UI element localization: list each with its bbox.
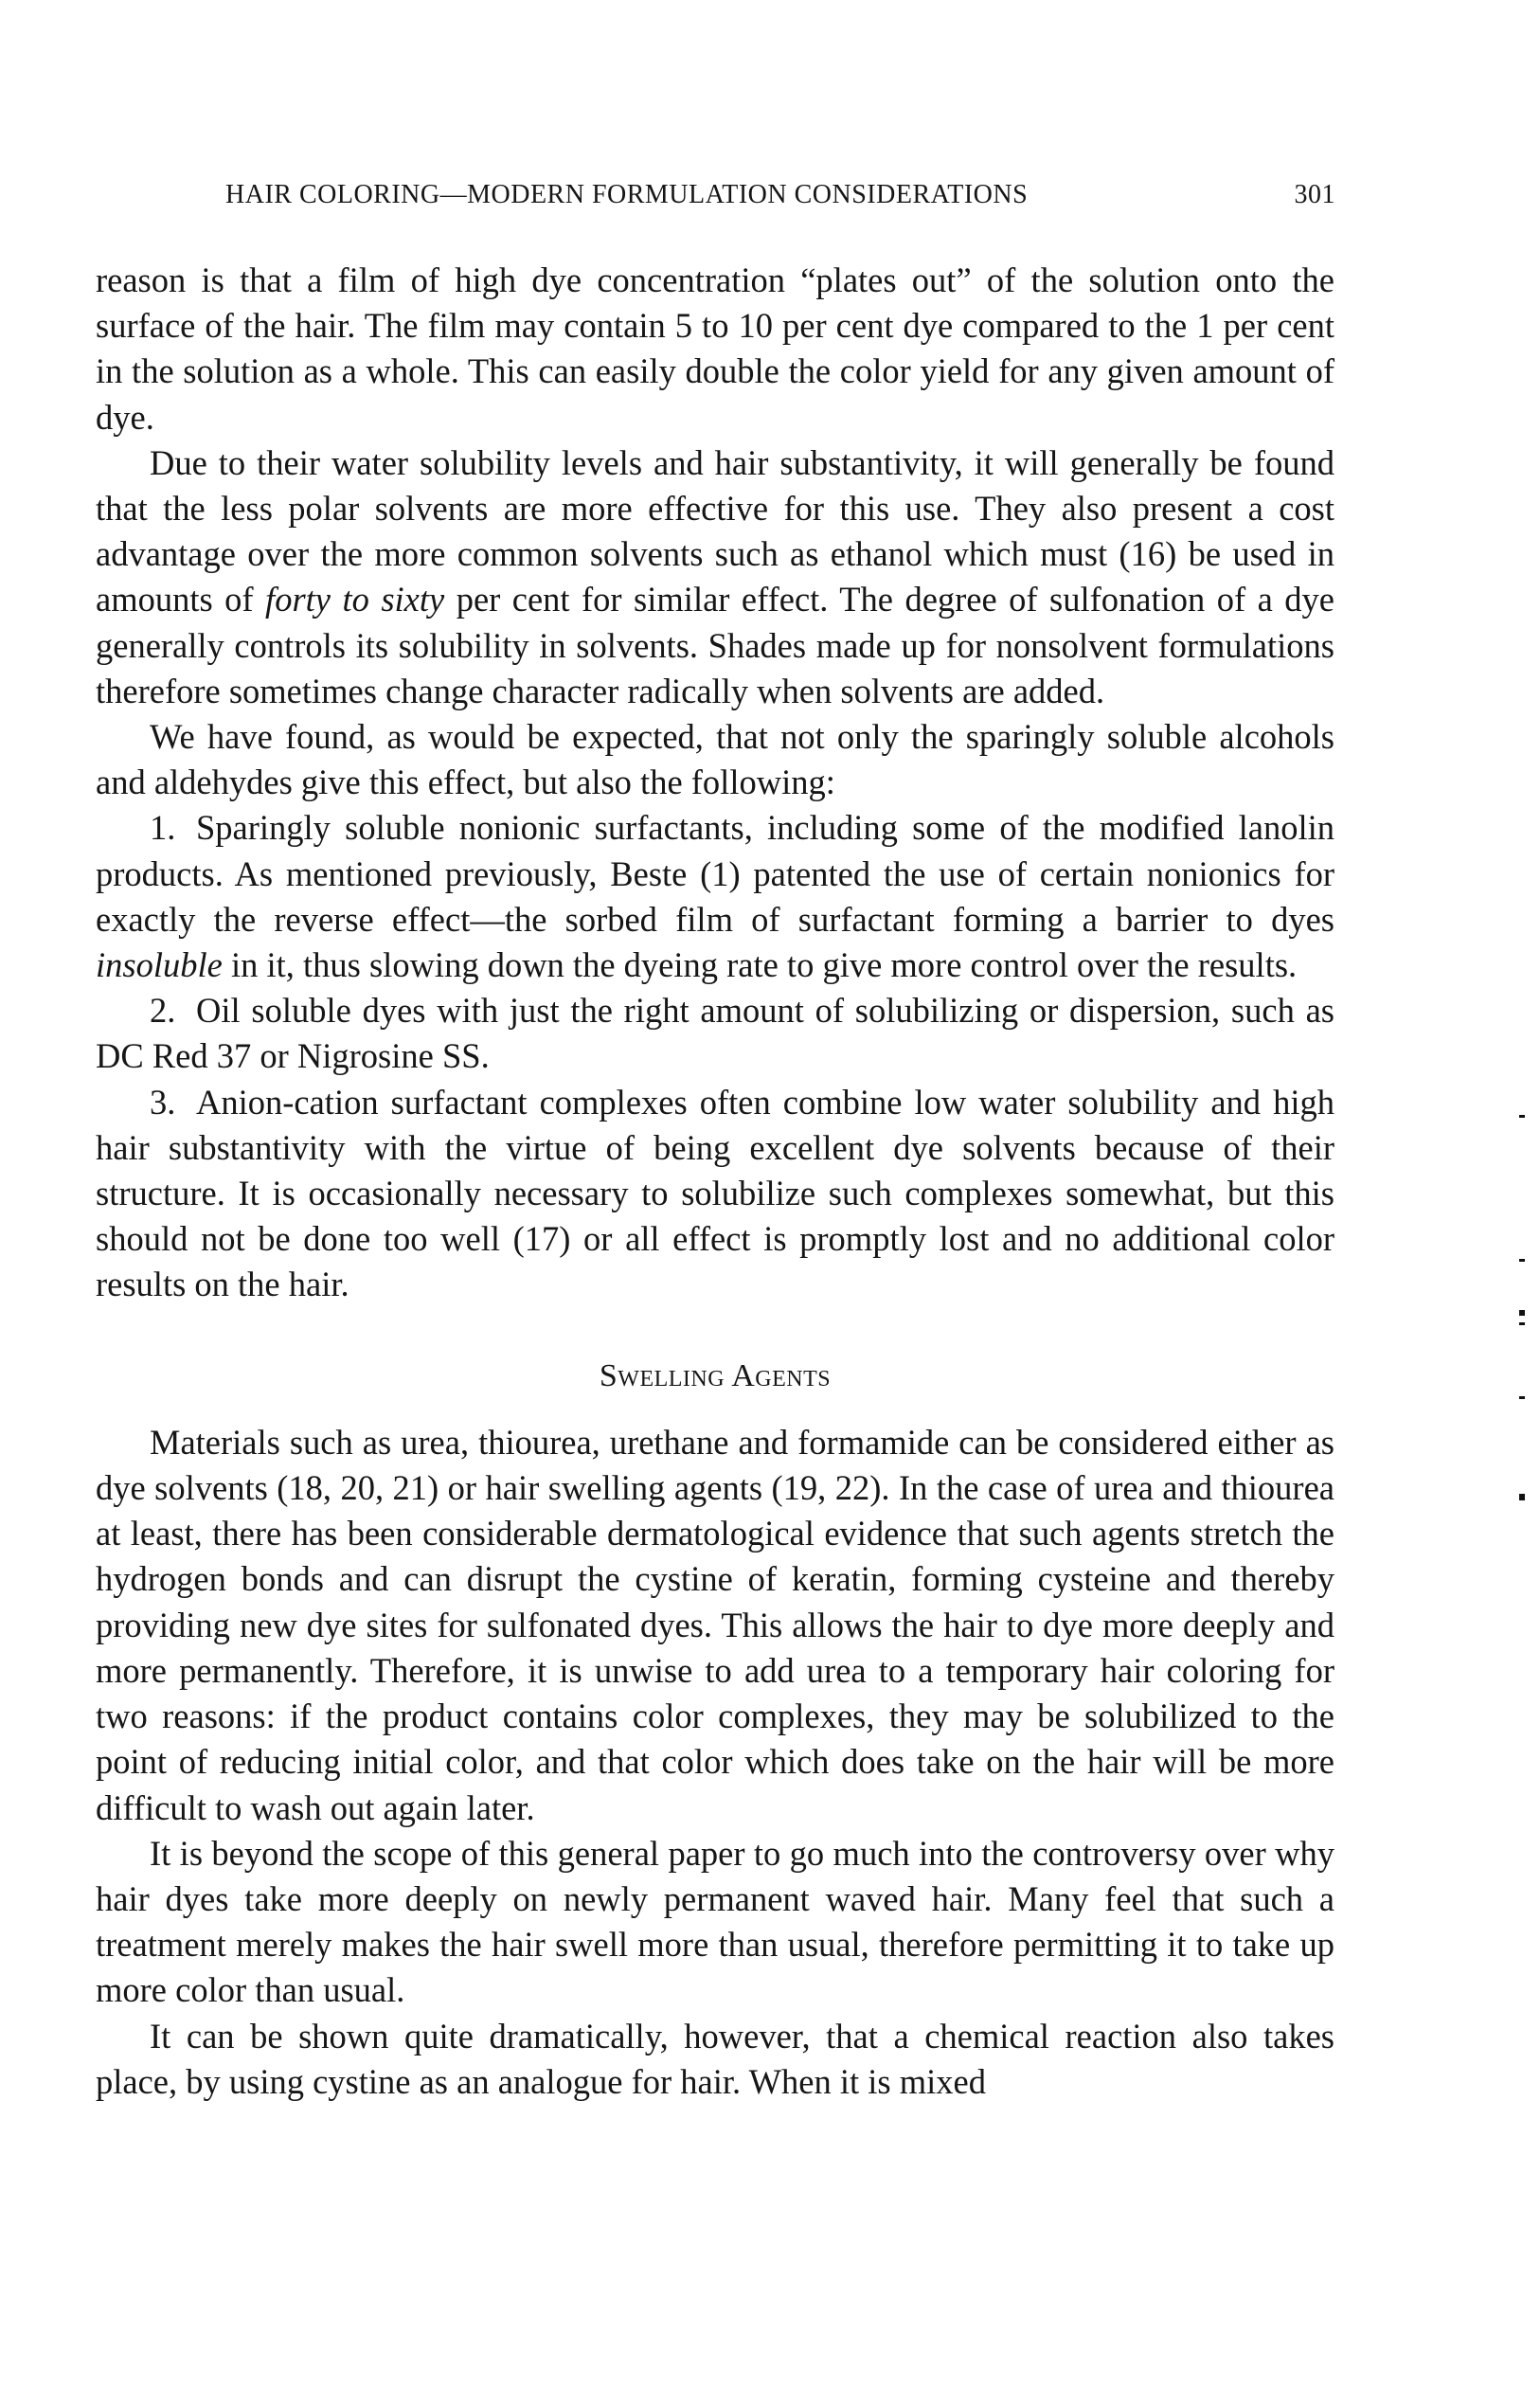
list-number: 2.: [150, 991, 176, 1031]
list-number: 3.: [150, 1082, 176, 1122]
text-run: We have found, as would be expected, that not only the sparingly soluble alcohols and aldehydes give this effect, but also the following:: [96, 717, 1334, 802]
body-text: [96, 258, 1334, 2105]
numbered-list-item: [96, 1080, 1334, 1308]
paragraph: [96, 2014, 1334, 2105]
margin-scan-mark: [1519, 1115, 1525, 1118]
page-number: 301: [1294, 180, 1335, 209]
text-run: per cent for similar effect. The degree of sulfonation of a dye generally controls its solubility in solvents. Shades made up for nonsolvent formulations therefore sometimes change character radically when solvents are added.: [96, 580, 1335, 710]
numbered-list-item: [96, 988, 1334, 1079]
text-run: It can be shown quite dramatically, however, that a chemical reaction also takes place, by using cystine as an analogue for hair. When it is mixed: [96, 2016, 1334, 2101]
text-run: Oil soluble dyes with just the right amount of solubilizing or dispersion, such as DC Red 37 or Nigrosine SS.: [96, 991, 1334, 1076]
paragraph: [96, 440, 1334, 714]
italic-text: insoluble: [96, 945, 223, 985]
paragraphs-before-section: [96, 258, 1334, 1308]
numbered-list-item: [96, 805, 1334, 988]
margin-scan-mark: [1519, 1396, 1525, 1399]
text-run: reason is that a film of high dye concentration “plates out” of the solution onto the surface of the hair. The film may contain 5 to 10 per cent dye compared to the 1 per cent in the solution as a whole. This can easily double the color yield for any given amount of dye.: [96, 260, 1334, 437]
list-number: 1.: [150, 808, 176, 848]
text-run: Anion-cation surfactant complexes often combine low water solubility and high hair substantivity with the virtue of being excellent dye solvents because of their structure. It is occasionally necessary to solubilize such complexes somewhat, but this should not be done too well (17) or all effect is promptly lost and no additional color results on the hair.: [96, 1082, 1334, 1304]
margin-scan-mark: [1519, 1494, 1525, 1500]
text-run: Sparingly soluble nonionic surfactants, including some of the modified lanolin products. As mentioned previously, Beste (1) patented the use of certain nonionics for exactly the reverse effect—the sorbed film of surfactant forming a barrier to dyes: [96, 808, 1334, 939]
running-head-title: HAIR COLORING—MODERN FORMULATION CONSIDERATIONS: [225, 180, 1029, 209]
text-run: in it, thus slowing down the dyeing rate to give more control over the results.: [222, 945, 1298, 985]
running-head: [225, 180, 1335, 218]
italic-text: forty to sixty: [265, 580, 445, 619]
paragraphs-after-section: [96, 1420, 1334, 2105]
text-run: It is beyond the scope of this general paper to go much into the controversy over why hair dyes take more deeply on newly permanent waved hair. Many feel that such a treatment merely makes the hair swell more than usual, therefore permitting it to take up more color than usual.: [96, 1833, 1334, 2010]
margin-scan-mark: [1519, 1259, 1525, 1262]
paragraph: [96, 258, 1334, 440]
section-heading: Swelling Agents: [599, 1357, 832, 1393]
margin-scan-mark: [1519, 1310, 1525, 1316]
text-run: Due to their water solubility levels and hair substantivity, it will generally be found that the less polar solvents are more effective for this use. They also present a cost advantage over the more common solvents such as ethanol which must (16) be used in amounts of: [96, 442, 1334, 619]
text-run: Materials such as urea, thiourea, urethane and formamide can be considered either as dye solvents (18, 20, 21) or hair swelling agents (19, 22). In the case of urea and thiourea at least, there has been considerable dermatological evidence that such agents stretch the hydrogen bonds and can disrupt the cystine of keratin, forming cysteine and thereby providing new dye sites for sulfonated dyes. This allows the hair to dye more deeply and more permanently. Therefore, it is unwise to add urea to a temporary hair coloring for two reasons: if the product contains color complexes, they may be solubilized to the point of reducing initial color, and that color which does take on the hair will be more difficult to wash out again later.: [96, 1422, 1334, 1827]
paragraph: [96, 1831, 1334, 2014]
paragraph: [96, 714, 1334, 805]
paragraph: [96, 1420, 1334, 1831]
margin-scan-mark: [1519, 1322, 1525, 1325]
